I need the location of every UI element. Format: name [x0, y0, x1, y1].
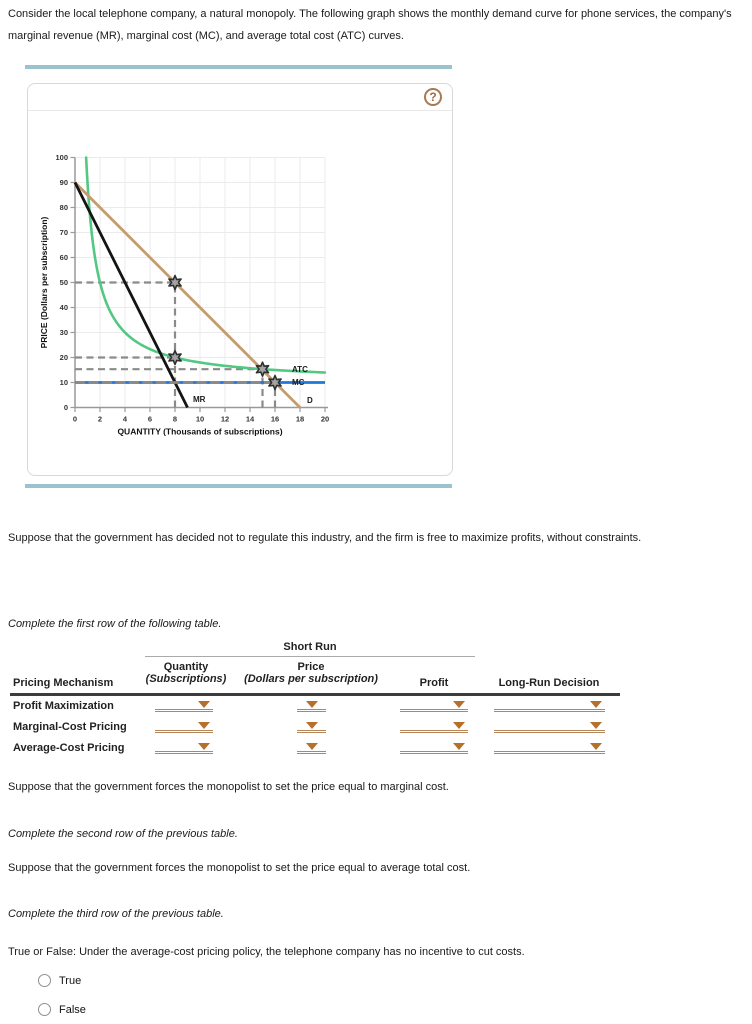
y-tick-label: 30 — [59, 328, 68, 337]
para-no-regulation: Suppose that the government has decided not to regulate this industry, and the firm is free to maximize profits, without constraints. — [8, 532, 642, 544]
y-tick-label: 80 — [59, 203, 68, 212]
dropdown-price-profit-max[interactable] — [297, 700, 326, 712]
radio-circle-icon[interactable] — [38, 974, 51, 987]
instr-second-row: Complete the second row of the previous table. — [8, 828, 238, 840]
dropdown-profit-ac-pricing[interactable] — [400, 742, 468, 754]
curve-label-d: D — [307, 396, 313, 405]
chevron-down-icon — [198, 743, 210, 750]
x-tick-label: 10 — [195, 414, 205, 424]
intro-text: Consider the local telephone company, a natural monopoly. The following graph shows the monthly demand curve for phone services, the company's marginal revenue (MR), marginal cost (MC), and average total cost (ATC) curves. — [8, 8, 732, 42]
chevron-down-icon — [590, 743, 602, 750]
para-marginal-cost: Suppose that the government forces the monopolist to set the price equal to marginal cost. — [8, 781, 449, 793]
help-icon[interactable]: ? — [424, 88, 442, 106]
dropdown-price-ac-pricing[interactable] — [297, 742, 326, 754]
y-tick-label: 10 — [59, 378, 68, 387]
radio-label: True — [59, 974, 82, 987]
x-tick-label: 14 — [245, 414, 255, 424]
instr-first-row: Complete the first row of the following table. — [8, 618, 222, 630]
col-header-quantity: Quantity (Subscriptions) — [145, 661, 227, 685]
dropdown-profit-mc-pricing[interactable] — [400, 721, 468, 733]
x-tick-label: 16 — [270, 414, 280, 424]
dropdown-longrun-ac-pricing[interactable] — [494, 742, 605, 754]
dropdown-price-mc-pricing[interactable] — [297, 721, 326, 733]
top-divider-bar — [25, 65, 452, 69]
instr-third-row: Complete the third row of the previous table. — [8, 908, 224, 920]
x-tick-label: 6 — [147, 414, 153, 424]
y-tick-label: 100 — [55, 153, 68, 162]
group-header-rule — [145, 656, 475, 657]
monopoly-graph-svg — [38, 140, 348, 452]
chevron-down-icon — [453, 701, 465, 708]
chevron-down-icon — [306, 701, 318, 708]
demand-curve — [75, 183, 300, 408]
chevron-down-icon — [453, 743, 465, 750]
x-tick-label: 4 — [122, 414, 128, 424]
radio-option-false[interactable] — [38, 1003, 86, 1016]
y-axis-title: PRICE (Dollars per subscription) — [39, 216, 49, 349]
dropdown-profit-profit-max[interactable] — [400, 700, 468, 712]
row-label-average-cost-pricing: Average-Cost Pricing — [13, 742, 125, 754]
radio-label: False — [59, 1003, 86, 1016]
x-axis-title: QUANTITY (Thousands of subscriptions) — [117, 426, 283, 437]
y-tick-label: 0 — [63, 403, 68, 412]
monopoly-graph — [38, 140, 348, 452]
para-average-cost: Suppose that the government forces the monopolist to set the price equal to average total cost. — [8, 862, 471, 874]
chevron-down-icon — [453, 722, 465, 729]
marginal-revenue-curve — [75, 183, 188, 408]
dropdown-longrun-profit-max[interactable] — [494, 700, 605, 712]
y-tick-label: 60 — [59, 253, 68, 262]
radio-option-true[interactable] — [38, 974, 81, 987]
dropdown-longrun-mc-pricing[interactable] — [494, 721, 605, 733]
x-tick-label: 8 — [172, 414, 178, 424]
x-tick-label: 12 — [220, 414, 230, 424]
chevron-down-icon — [306, 722, 318, 729]
average-total-cost-curve — [86, 158, 325, 373]
curve-label-mc: MC — [292, 378, 305, 387]
table-header-rule — [10, 693, 620, 696]
curve-label-mr: MR — [193, 395, 206, 404]
chevron-down-icon — [198, 722, 210, 729]
col-header-mechanism: Pricing Mechanism — [13, 677, 114, 689]
dropdown-quantity-mc-pricing[interactable] — [155, 721, 213, 733]
chevron-down-icon — [306, 743, 318, 750]
col-header-profit: Profit — [419, 677, 449, 689]
true-false-question: True or False: Under the average-cost pricing policy, the telephone company has no incentive to cut costs. — [8, 946, 525, 958]
equilibrium-star-marker[interactable] — [169, 351, 181, 365]
bottom-divider-bar — [25, 484, 452, 488]
y-tick-label: 70 — [59, 228, 68, 237]
row-label-marginal-cost-pricing: Marginal-Cost Pricing — [13, 721, 127, 733]
x-tick-label: 20 — [320, 414, 330, 424]
chevron-down-icon — [590, 701, 602, 708]
curve-label-atc: ATC — [292, 365, 308, 374]
y-tick-label: 90 — [59, 178, 68, 187]
y-tick-label: 40 — [59, 303, 68, 312]
y-tick-label: 50 — [59, 278, 68, 287]
chevron-down-icon — [198, 701, 210, 708]
dropdown-quantity-ac-pricing[interactable] — [155, 742, 213, 754]
y-tick-label: 20 — [59, 353, 68, 362]
x-tick-label: 2 — [97, 414, 103, 424]
x-tick-label: 0 — [72, 414, 78, 424]
x-tick-label: 18 — [295, 414, 305, 424]
radio-circle-icon[interactable] — [38, 1003, 51, 1016]
chevron-down-icon — [590, 722, 602, 729]
row-label-profit-maximization: Profit Maximization — [13, 700, 114, 712]
col-header-long-run: Long-Run Decision — [498, 677, 600, 689]
col-header-price: Price (Dollars per subscription) — [244, 661, 378, 685]
graph-panel-header — [28, 84, 452, 111]
dropdown-quantity-profit-max[interactable] — [155, 700, 213, 712]
table-group-header: Short Run — [283, 641, 337, 653]
